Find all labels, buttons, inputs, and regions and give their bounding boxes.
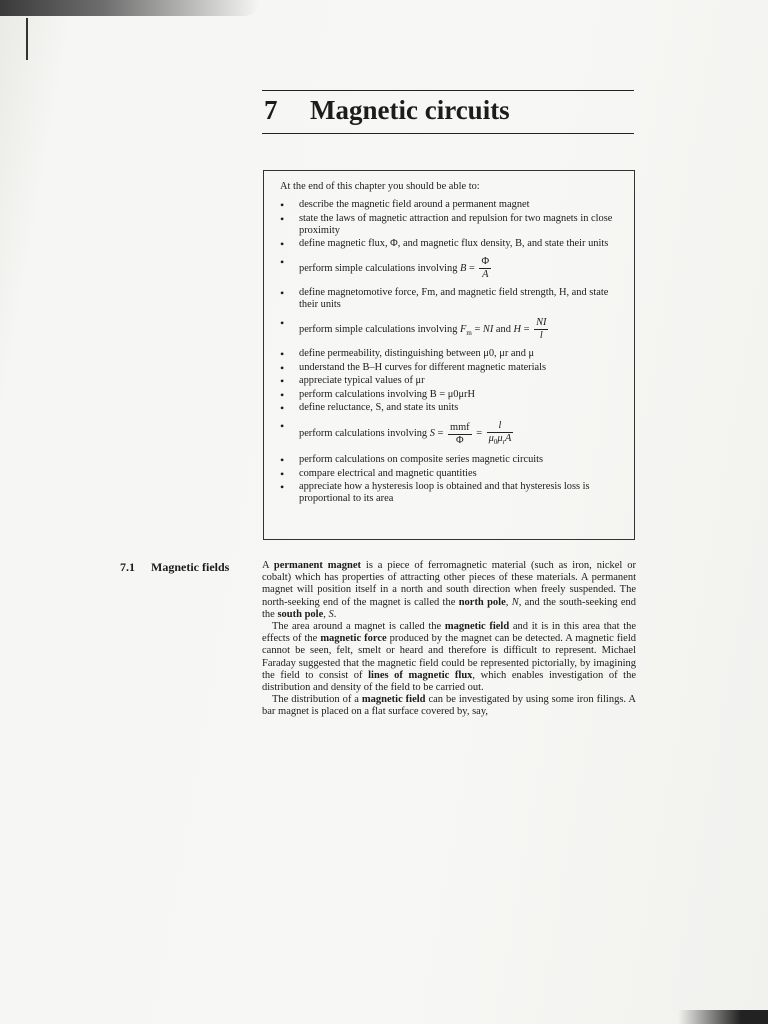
objective-item: • define permeability, distinguishing between μ0, μr and μ [280, 348, 624, 360]
chapter-title: Magnetic circuits [310, 95, 510, 125]
objective-item [280, 420, 624, 448]
objective-item: • describe the magnetic field around a permanent magnet [280, 199, 624, 211]
scan-shadow-bottom [678, 1010, 768, 1024]
body-paragraph: The distribution of a magnetic field can be investigated by using some iron filings. A bar magnet is placed on a flat surface covered by, say, [262, 694, 636, 718]
section-title: Magnetic fields [151, 560, 230, 574]
objective-item: • define magnetic flux, Φ, and magnetic flux density, B, and state their units [280, 238, 624, 250]
objective-item: • perform calculations on composite series magnetic circuits [280, 454, 624, 466]
chapter-rule-bottom [262, 133, 634, 134]
scan-shadow-top [0, 0, 260, 16]
objective-item: • understand the B–H curves for different magnetic materials [280, 362, 624, 374]
objectives-intro: At the end of this chapter you should be able to: [280, 181, 480, 192]
scan-edge-mark [26, 18, 28, 60]
chapter-heading [264, 95, 644, 126]
objective-item: • appreciate typical values of μr [280, 375, 624, 387]
objective-formula-text: perform simple calculations involving B = $\frac{\Phi}{A}$ [299, 256, 490, 280]
learning-objectives-box [263, 170, 635, 540]
objective-item: • appreciate how a hysteresis loop is obtained and that hysteresis loss is proportional to its area [280, 481, 624, 505]
body-paragraph: The area around a magnet is called the magnetic field and it is in this area that the effects of the magnetic force produced by the magnet can be detected. A magnetic field cannot be seen, felt, smelt or heard and therefore is difficult to represent. Michael Faraday suggested that the magnetic field could be represented pictorially, by imagining the field to consist of lines of magnetic flux, which enables investigation of the distribution and density of the field to be carried out. [262, 621, 637, 694]
body-paragraph: A permanent magnet is a piece of ferromagnetic material (such as iron, nickel or cobalt) which has properties of attracting other pieces of these materials. A permanent magnet will position itself in a north and south direction when freely suspended. The north-seeking end of the magnet is called the north pole, N, and the south-seeking end the south pole, S. [262, 560, 637, 620]
objectives-list [280, 199, 624, 505]
objective-formula-text: perform simple calculations involving $F_m$ = NI and H = $\frac{NI}{l}$ [299, 317, 547, 341]
section-body [262, 560, 636, 719]
objective-item [280, 256, 624, 281]
objective-item: • compare electrical and magnetic quantities [280, 468, 624, 480]
objective-formula-text: perform calculations involving S = $\frac{\text{mmf}}{\Phi}$ = $\frac{l}{\mu_0\mu_rA}$ [299, 420, 512, 447]
objective-item: • perform calculations involving B = μ0μrH [280, 389, 624, 401]
objective-item: • define magnetomotive force, Fm, and magnetic field strength, H, and state their units [280, 287, 624, 311]
objective-item: • define reluctance, S, and state its units [280, 402, 624, 414]
objective-item: • state the laws of magnetic attraction and repulsion for two magnets in close proximity [280, 213, 624, 237]
section-number: 7.1 [120, 560, 135, 574]
objective-item [280, 317, 624, 342]
chapter-rule-top [262, 90, 634, 91]
chapter-number: 7 [264, 95, 278, 125]
